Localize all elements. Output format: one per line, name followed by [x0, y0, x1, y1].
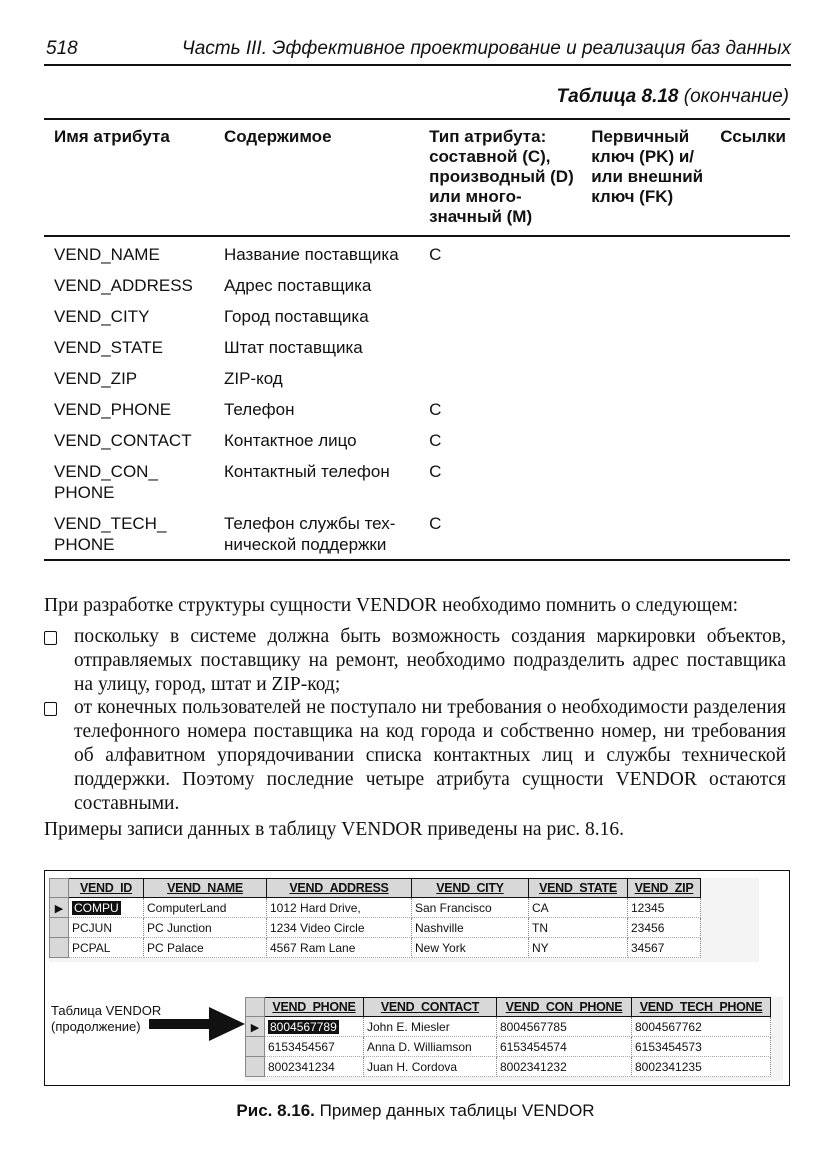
grid-cell[interactable]: ComputerLand — [144, 898, 267, 918]
column-header[interactable]: VEND_ZIP — [628, 879, 701, 898]
attribute-type — [419, 362, 581, 393]
attribute-content: Название поставщика — [223, 245, 399, 264]
header-rule — [44, 64, 791, 66]
checkbox-bullet-icon — [44, 702, 57, 716]
column-header[interactable]: VEND_ADDRESS — [267, 879, 412, 898]
list-item — [44, 625, 786, 697]
attribute-key — [581, 269, 710, 300]
grid-cell[interactable]: NY — [529, 938, 628, 958]
attribute-table-header — [44, 119, 790, 236]
grid-cell[interactable]: PC Palace — [144, 938, 267, 958]
row-selector-header[interactable] — [246, 998, 265, 1017]
list-item — [44, 696, 786, 816]
attribute-name: VEND_STATE — [54, 338, 163, 357]
attribute-content: Телефон — [223, 400, 295, 419]
attribute-content: Телефон службы тех-нической поддержки — [223, 514, 396, 554]
header-attribute-name: Имя атрибута — [54, 127, 170, 146]
figure-label-line1: Таблица VENDOR — [51, 1003, 162, 1018]
table-row — [44, 236, 790, 269]
table-row[interactable] — [50, 938, 701, 958]
table-row[interactable] — [246, 1037, 771, 1057]
grid-cell[interactable]: 1234 Video Circle — [267, 918, 412, 938]
attribute-name: VEND_NAME — [54, 245, 160, 264]
vendor-grid-part2 — [245, 997, 771, 1077]
table-row[interactable] — [246, 1017, 771, 1037]
attribute-type: C — [429, 431, 442, 450]
attribute-type: C — [429, 245, 442, 264]
grid-cell[interactable]: 34567 — [628, 938, 701, 958]
page-number: 518 — [46, 38, 78, 59]
grid-cell[interactable]: 8002341235 — [632, 1057, 771, 1077]
figure-caption — [0, 1101, 831, 1121]
header-key: Первичный ключ (PK) и/или внешний ключ (FK) — [591, 127, 704, 206]
attribute-key — [581, 455, 710, 507]
attribute-content: Контактное лицо — [223, 431, 357, 450]
attribute-type: C — [429, 462, 442, 481]
table-row — [44, 362, 790, 393]
running-title: Часть III. Эффективное проектирование и реализация баз данных — [181, 38, 791, 59]
figure-side-label — [51, 1003, 161, 1035]
grid-cell[interactable]: John E. Miesler — [364, 1017, 497, 1037]
attribute-name: VEND_ZIP — [54, 369, 138, 388]
row-selector[interactable] — [246, 1057, 265, 1077]
grid-cell[interactable]: 23456 — [628, 918, 701, 938]
grid-cell[interactable]: 1012 Hard Drive, — [267, 898, 412, 918]
attribute-content: ZIP-код — [223, 369, 283, 388]
attribute-name: VEND_CONTACT — [54, 431, 192, 450]
table-row — [44, 424, 790, 455]
attribute-references — [710, 269, 790, 300]
attribute-content: Адрес поставщика — [223, 276, 372, 295]
grid-cell[interactable]: 8002341232 — [497, 1057, 632, 1077]
grid-cell[interactable]: New York — [412, 938, 529, 958]
grid-cell[interactable]: PC Junction — [144, 918, 267, 938]
attribute-name: VEND_TECH_ PHONE — [54, 514, 167, 554]
attribute-references — [710, 455, 790, 507]
grid-cell[interactable]: San Francisco — [412, 898, 529, 918]
grid-cell[interactable]: PCPAL — [69, 938, 144, 958]
grid-cell[interactable]: 8004567762 — [632, 1017, 771, 1037]
grid-cell[interactable]: 6153454574 — [497, 1037, 632, 1057]
attribute-name: VEND_PHONE — [54, 400, 172, 419]
attribute-key — [581, 331, 710, 362]
attribute-table — [44, 118, 790, 561]
column-header[interactable]: VEND_CON_PHONE — [497, 998, 632, 1017]
vendor-table-figure — [44, 870, 790, 1086]
column-header[interactable]: VEND_STATE — [529, 879, 628, 898]
grid-cell[interactable]: 6153454567 — [265, 1037, 364, 1057]
attribute-content: Город поставщика — [223, 307, 369, 326]
grid-header-row — [246, 998, 771, 1017]
grid-cell[interactable]: 6153454573 — [632, 1037, 771, 1057]
attribute-key — [581, 236, 710, 269]
header-content: Содержимое — [223, 127, 332, 146]
attribute-type: C — [429, 400, 442, 419]
attribute-name: VEND_CON_ PHONE — [54, 462, 158, 502]
bullet-text: поскольку в системе должна быть возможность создания маркировки объектов, отправляемых поставщику на ремонт, необходимо подразделить адрес поставщика на улицу, город, штат и ZIP-код; — [74, 626, 786, 695]
attribute-type: C — [429, 514, 442, 533]
datasheet-vendor — [49, 878, 759, 962]
row-selector[interactable] — [50, 938, 69, 958]
grid-cell[interactable] — [69, 898, 144, 918]
arrow-right-icon — [149, 1007, 245, 1046]
grid-cell[interactable]: 8002341234 — [265, 1057, 364, 1077]
table-row[interactable] — [50, 918, 701, 938]
intro-paragraph: При разработке структуры сущности VENDOR необходимо помнить о следующем: — [44, 595, 739, 616]
vendor-grid-part1 — [49, 878, 701, 958]
table-caption-label: Таблица 8.18 — [556, 86, 679, 107]
grid-cell[interactable]: 12345 — [628, 898, 701, 918]
grid-cell[interactable]: PCJUN — [69, 918, 144, 938]
attribute-references — [710, 393, 790, 424]
grid-cell[interactable]: 4567 Ram Lane — [267, 938, 412, 958]
figure-caption-text: Пример данных таблицы VENDOR — [319, 1101, 595, 1120]
selected-cell-value[interactable]: 8004567789 — [270, 1019, 337, 1034]
attribute-name: VEND_ADDRESS — [54, 276, 193, 295]
attribute-key — [581, 362, 710, 393]
column-header[interactable]: VEND_PHONE — [265, 998, 364, 1017]
attribute-key — [581, 393, 710, 424]
current-record-icon[interactable]: ▶ — [50, 898, 69, 918]
table-row — [44, 300, 790, 331]
table-row — [44, 507, 790, 560]
grid-header-row — [50, 879, 701, 898]
row-selector-header[interactable] — [50, 879, 69, 898]
row-selector[interactable] — [246, 1037, 265, 1057]
selected-cell-value[interactable]: COMPU — [74, 900, 119, 915]
attribute-key — [581, 424, 710, 455]
column-header[interactable]: VEND_CITY — [412, 879, 529, 898]
grid-cell[interactable] — [265, 1017, 364, 1037]
attribute-references — [710, 300, 790, 331]
table-row — [44, 393, 790, 424]
column-header[interactable]: VEND_TECH_PHONE — [632, 998, 771, 1017]
column-header[interactable]: VEND_CONTACT — [364, 998, 497, 1017]
attribute-references — [710, 424, 790, 455]
header-attribute-type: Тип атрибута: составной (C), производный (D) или много-значный (M) — [429, 127, 574, 226]
figure-label-line2: (продолжение) — [51, 1019, 141, 1034]
grid-cell[interactable]: Anna D. Williamson — [364, 1037, 497, 1057]
column-header[interactable]: VEND_NAME — [144, 879, 267, 898]
column-header[interactable]: VEND_ID — [69, 879, 144, 898]
datasheet-vendor-continued — [245, 997, 783, 1081]
attribute-type — [419, 269, 581, 300]
figure-reference-paragraph: Примеры записи данных в таблицу VENDOR приведены на рис. 8.16. — [44, 819, 625, 840]
table-row[interactable] — [50, 898, 701, 918]
figure-caption-label: Рис. 8.16. — [236, 1101, 315, 1120]
attribute-key — [581, 300, 710, 331]
attribute-content: Контактный телефон — [223, 462, 390, 481]
attribute-references — [710, 362, 790, 393]
attribute-references — [710, 236, 790, 269]
checkbox-bullet-icon — [44, 631, 57, 645]
attribute-references — [710, 331, 790, 362]
attribute-key — [581, 507, 710, 560]
bullet-text: от конечных пользователей не поступало ни требования о необходимости разделения телефонного номера поставщика на код города и собственно номер, ни требования об алфавитном упорядочивании списка контактных лиц и службы технической поддержки. Поэтому последние четыре атрибута сущности VENDOR остаются составными. — [74, 697, 786, 814]
attribute-references — [710, 507, 790, 560]
grid-cell[interactable]: CA — [529, 898, 628, 918]
table-caption — [557, 86, 789, 108]
table-row — [44, 269, 790, 300]
table-row — [44, 331, 790, 362]
attribute-name: VEND_CITY — [54, 307, 150, 326]
table-row[interactable] — [246, 1057, 771, 1077]
table-row — [44, 455, 790, 507]
grid-cell[interactable]: 8004567785 — [497, 1017, 632, 1037]
attribute-type — [419, 331, 581, 362]
table-caption-note: (окончание) — [683, 86, 789, 107]
attribute-content: Штат поставщика — [223, 338, 363, 357]
grid-cell[interactable]: TN — [529, 918, 628, 938]
grid-cell[interactable]: Nashville — [412, 918, 529, 938]
header-references: Ссылки — [720, 127, 786, 146]
row-selector[interactable] — [50, 918, 69, 938]
grid-cell[interactable]: Juan H. Cordova — [364, 1057, 497, 1077]
current-record-icon[interactable]: ▶ — [246, 1017, 265, 1037]
attribute-type — [419, 300, 581, 331]
